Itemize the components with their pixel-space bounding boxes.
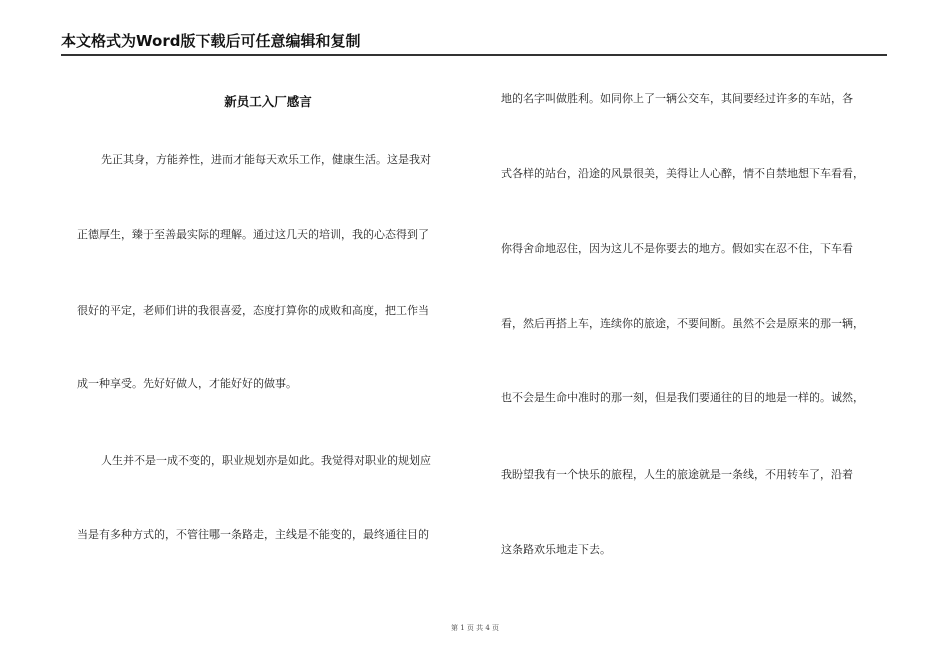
page-number: 第 1 页 共 4 页: [450, 624, 500, 632]
body-line: 也不会是生命中准时的那一刻，但是我们要通往的目的地是一样的。诚然，: [501, 391, 864, 404]
body-line: 人生并不是一成不变的，职业规划亦是如此。我觉得对职业的规划应: [101, 454, 431, 467]
body-line: 这条路欢乐地走下去。: [501, 543, 611, 556]
page-header: [61, 30, 887, 56]
body-line: 你得舍命地忍住，因为这儿不是你要去的地方。假如实在忍不住，下车看: [501, 242, 853, 255]
body-line: 我盼望我有一个快乐的旅程，人生的旅途就是一条线，不用转车了，沿着: [501, 468, 853, 481]
header-text: 本文格式为Word版下载后可任意编辑和复制: [61, 32, 361, 50]
body-line: 地的名字叫做胜利。如同你上了一辆公交车，其间要经过许多的车站，各: [501, 92, 853, 105]
body-line: 正德厚生，臻于至善最实际的理解。通过这几天的培训，我的心态得到了: [77, 228, 429, 241]
body-line: 当是有多种方式的，不管往哪一条路走，主线是不能变的，最终通往目的: [77, 528, 429, 541]
body-line: 看，然后再搭上车，连续你的旅途，不要间断。虽然不会是原来的那一辆，: [501, 317, 864, 330]
document-title: 新员工入厂感言: [224, 94, 312, 109]
body-line: 成一种享受。先好好做人，才能好好的做事。: [77, 377, 297, 390]
body-line: 式各样的站台，沿途的风景很美，美得让人心醉，情不自禁地想下车看看，: [501, 167, 864, 180]
body-line: 先正其身，方能养性，进而才能每天欢乐工作，健康生活。这是我对: [101, 153, 431, 166]
body-line: 很好的平定，老师们讲的我很喜爱，态度打算你的成败和高度，把工作当: [77, 304, 429, 317]
